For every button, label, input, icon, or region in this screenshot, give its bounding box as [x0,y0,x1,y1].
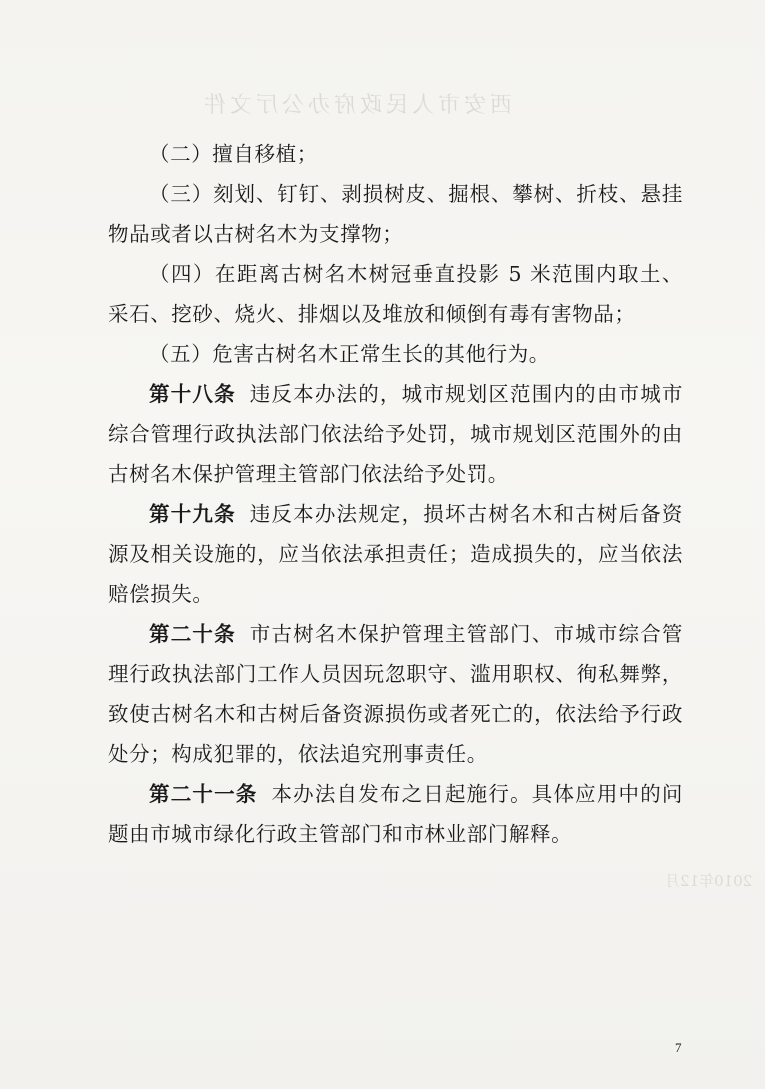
article-20 [108,614,683,774]
clause-2 [108,134,683,174]
article-18 [108,374,683,494]
paragraph-text: 违反本办法规定，损坏古树名木和古树后备资源及相关设施的，应当依法承担责任；造成损失的，应当依法赔偿损失。 [108,502,683,606]
clause-5 [108,334,683,374]
paragraph-text: （四）在距离古树名木树冠垂直投影 5 米范围内取土、采石、挖砂、烧火、排烟以及堆放和倾倒有毒有害物品； [108,262,683,326]
document-body [108,134,683,854]
article-21 [108,774,683,854]
clause-3 [108,174,683,254]
article-number: 第二十一条 [149,782,258,806]
page-number: 7 [675,1040,682,1055]
article-number: 第十九条 [149,502,236,526]
paragraph-text: 市古树名木保护管理主管部门、市城市综合管理行政执法部门工作人员因玩忽职守、滥用职权、徇私舞弊，致使古树名木和古树后备资源损伤或者死亡的，依法给予行政处分；构成犯罪的，依法追究刑事责任。 [108,622,683,766]
paragraph-text: （三）刻划、钉钉、剥损树皮、掘根、攀树、折枝、悬挂物品或者以古树名木为支撑物； [108,182,683,246]
clause-4 [108,254,683,334]
article-number: 第二十条 [149,622,236,646]
bleed-through-text: 2010年12月 [665,872,753,890]
article-19 [108,494,683,614]
paragraph-text: （五）危害古树名木正常生长的其他行为。 [149,342,550,366]
paragraph-text: （二）擅自移植； [149,142,318,166]
paragraph-text: 违反本办法的，城市规划区范围内的由市城市综合管理行政执法部门依法给予处罚，城市规划区范围外的由古树名木保护管理主管部门依法给予处罚。 [108,382,683,486]
paragraph-text: 本办法自发布之日起施行。具体应用中的问题由市城市绿化行政主管部门和市林业部门解释。 [108,782,684,846]
article-number: 第十八条 [149,382,236,406]
bleed-through-text: 西安市人民政府办公厅文件 [200,93,513,118]
